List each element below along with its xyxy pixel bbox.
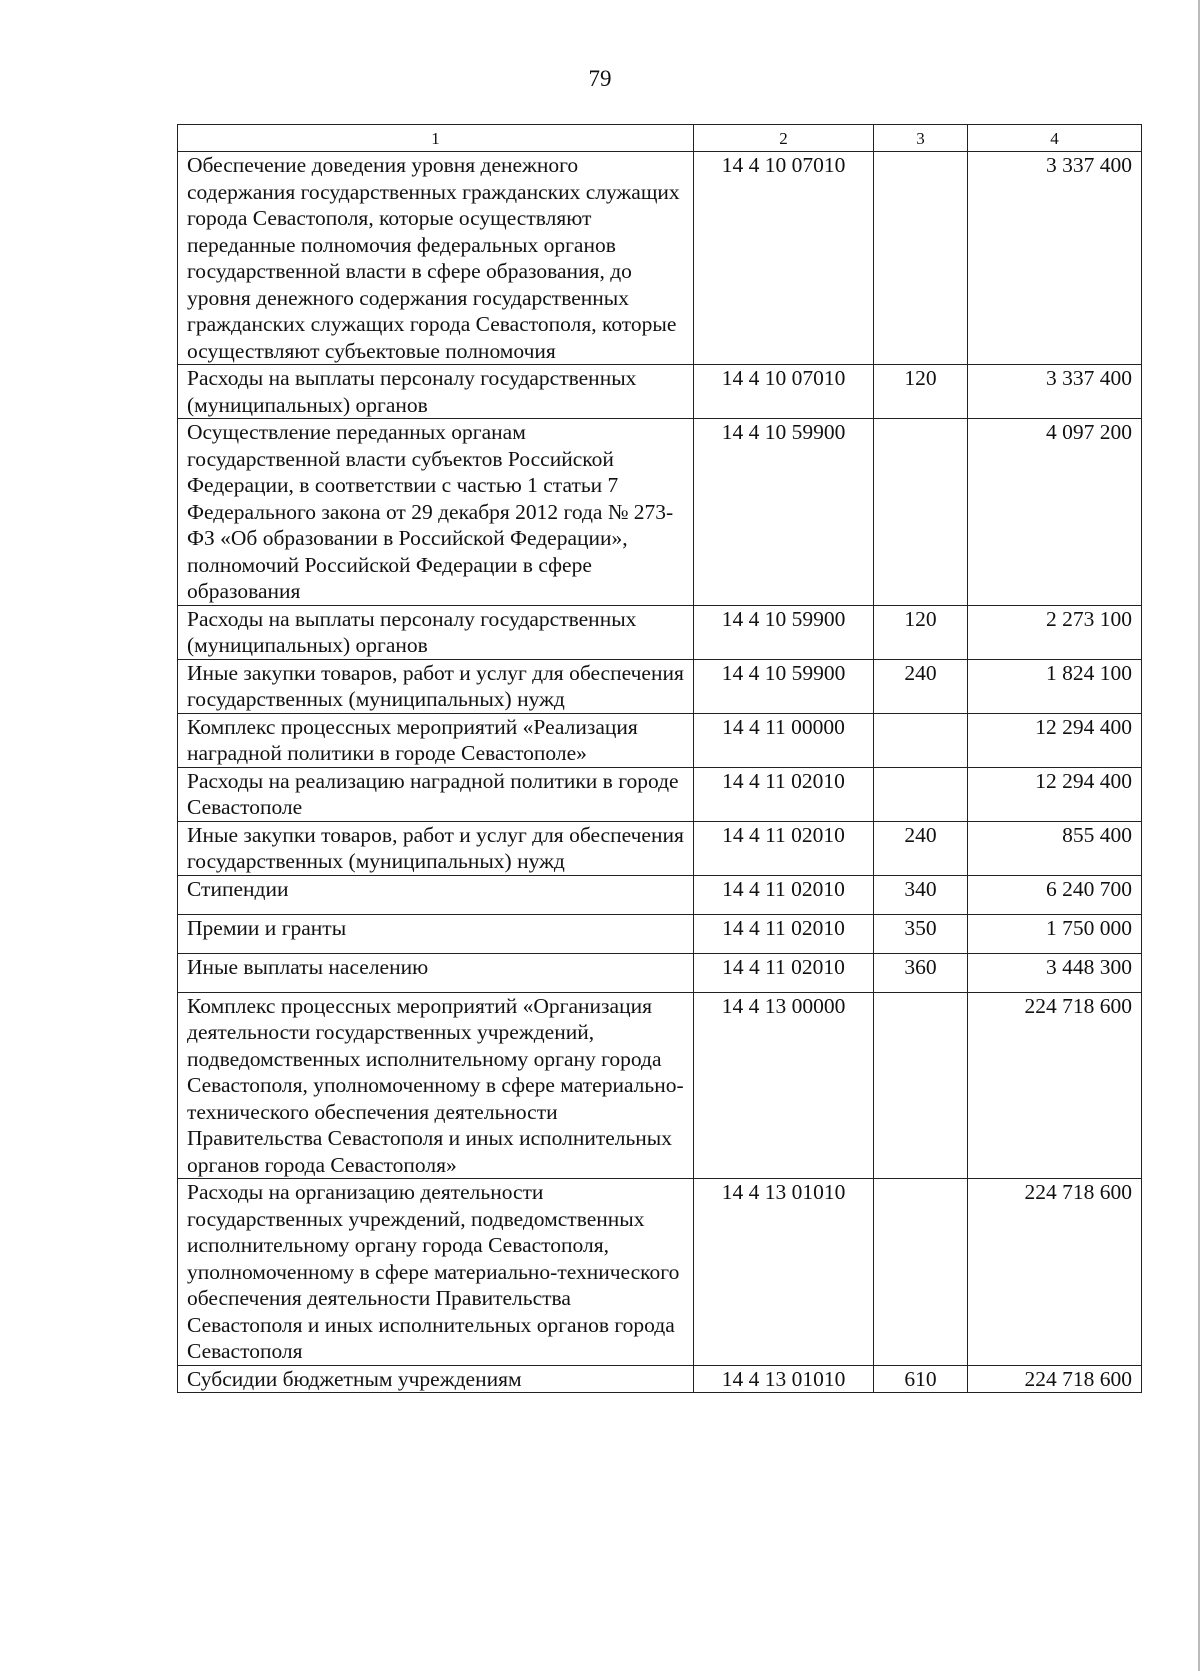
row-name: Комплекс процессных мероприятий «Реализация наградной политики в городе Севастополе» [178,713,694,767]
table-row [178,1179,1142,1366]
row-name: Расходы на выплаты персоналу государственных (муниципальных) органов [178,365,694,419]
row-amount: 1 750 000 [968,914,1142,953]
row-name: Иные закупки товаров, работ и услуг для обеспечения государственных (муниципальных) нужд [178,659,694,713]
row-name: Расходы на реализацию наградной политики в городе Севастополе [178,767,694,821]
row-amount: 6 240 700 [968,875,1142,914]
row-amount: 224 718 600 [968,1179,1142,1366]
column-header-1: 1 [178,125,694,152]
table-row [178,767,1142,821]
row-kind: 240 [874,821,968,875]
table-row [178,605,1142,659]
row-kind: 120 [874,605,968,659]
row-amount: 224 718 600 [968,992,1142,1179]
row-code: 14 4 10 59900 [694,659,874,713]
row-code: 14 4 11 02010 [694,821,874,875]
table-row [178,875,1142,914]
row-code: 14 4 13 00000 [694,992,874,1179]
row-code: 14 4 11 02010 [694,767,874,821]
row-kind: 610 [874,1365,968,1393]
row-code: 14 4 10 07010 [694,365,874,419]
row-kind: 340 [874,875,968,914]
row-amount: 224 718 600 [968,1365,1142,1393]
table-row [178,659,1142,713]
row-code: 14 4 10 59900 [694,419,874,606]
row-name: Расходы на выплаты персоналу государственных (муниципальных) органов [178,605,694,659]
table-row [178,992,1142,1179]
row-kind: 360 [874,953,968,992]
row-name: Субсидии бюджетным учреждениям [178,1365,694,1393]
row-kind: 240 [874,659,968,713]
row-kind [874,152,968,365]
row-code: 14 4 11 02010 [694,875,874,914]
row-amount: 2 273 100 [968,605,1142,659]
row-code: 14 4 11 02010 [694,914,874,953]
table-row [178,419,1142,606]
column-header-2: 2 [694,125,874,152]
row-name: Расходы на организацию деятельности государственных учреждений, подведомственных исполнительному органу города Севастополя, уполномоченному в сфере материально-технического обеспечения деятельности Правительства Севастополя и иных исполнительных органов города Севастополя [178,1179,694,1366]
row-name: Комплекс процессных мероприятий «Организация деятельности государственных учреждений, подведомственных исполнительному органу города Севастополя, уполномоченному в сфере материально-технического обеспечения деятельности Правительства Севастополя и иных исполнительных органов города Севастополя» [178,992,694,1179]
table-row [178,365,1142,419]
row-kind [874,1179,968,1366]
row-code: 14 4 13 01010 [694,1365,874,1393]
row-name: Стипендии [178,875,694,914]
row-kind [874,419,968,606]
row-amount: 3 337 400 [968,152,1142,365]
row-kind [874,713,968,767]
row-kind: 350 [874,914,968,953]
row-name: Премии и гранты [178,914,694,953]
row-name: Иные закупки товаров, работ и услуг для обеспечения государственных (муниципальных) нужд [178,821,694,875]
table-row [178,1365,1142,1393]
row-amount: 4 097 200 [968,419,1142,606]
row-name: Иные выплаты населению [178,953,694,992]
row-amount: 12 294 400 [968,713,1142,767]
row-amount: 1 824 100 [968,659,1142,713]
row-amount: 3 448 300 [968,953,1142,992]
column-header-4: 4 [968,125,1142,152]
row-name: Осуществление переданных органам государственной власти субъектов Российской Федерации, в соответствии с частью 1 статьи 7 Федерального закона от 29 декабря 2012 года № 273-ФЗ «Об образовании в Российской Федерации», полномочий Российской Федерации в сфере образования [178,419,694,606]
row-code: 14 4 10 07010 [694,152,874,365]
table-row [178,914,1142,953]
row-code: 14 4 11 00000 [694,713,874,767]
row-code: 14 4 11 02010 [694,953,874,992]
row-amount: 3 337 400 [968,365,1142,419]
table-row [178,713,1142,767]
row-amount: 12 294 400 [968,767,1142,821]
row-name: Обеспечение доведения уровня денежного содержания государственных гражданских служащих города Севастополя, которые осуществляют переданные полномочия федеральных органов государственной власти в сфере образования, до уровня денежного содержания государственных гражданских служащих города Севастополя, которые осуществляют субъектовые полномочия [178,152,694,365]
row-amount: 855 400 [968,821,1142,875]
row-kind [874,767,968,821]
budget-table [177,124,1142,1393]
row-kind: 120 [874,365,968,419]
table-row [178,152,1142,365]
row-code: 14 4 10 59900 [694,605,874,659]
table-header-row [178,125,1142,152]
row-code: 14 4 13 01010 [694,1179,874,1366]
row-kind [874,992,968,1179]
table-row [178,953,1142,992]
table-row [178,821,1142,875]
column-header-3: 3 [874,125,968,152]
page-number: 79 [588,66,612,91]
